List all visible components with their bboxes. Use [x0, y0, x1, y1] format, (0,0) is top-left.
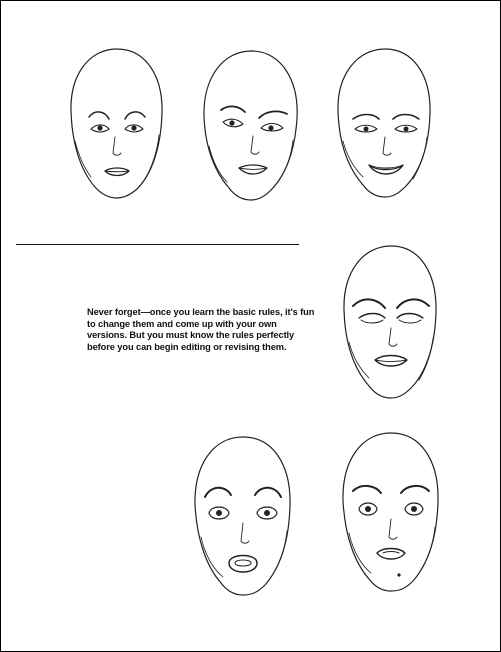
face-sketch-icon: [333, 45, 437, 201]
face-sketch-icon: [339, 242, 443, 404]
face-sketch-icon: [337, 429, 445, 597]
face-worried-sketch: [67, 45, 167, 201]
face-shocked-sketch: [189, 433, 297, 601]
caption-text: Never forget—once you learn the basic rules, it's fun to change them and come up with your own versions. But you must know the rules perfectly before you can begin editing or revising them.: [87, 307, 315, 352]
face-sketch-icon: [67, 45, 167, 201]
face-sketch-icon: [199, 48, 303, 204]
face-sketch-icon: [189, 433, 297, 601]
face-surprised-sketch: [337, 429, 445, 597]
face-sultry-sketch: [339, 242, 443, 404]
face-sly-sketch: [199, 48, 303, 204]
face-smiling-sketch: [333, 45, 437, 201]
horizontal-rule: [16, 244, 299, 245]
